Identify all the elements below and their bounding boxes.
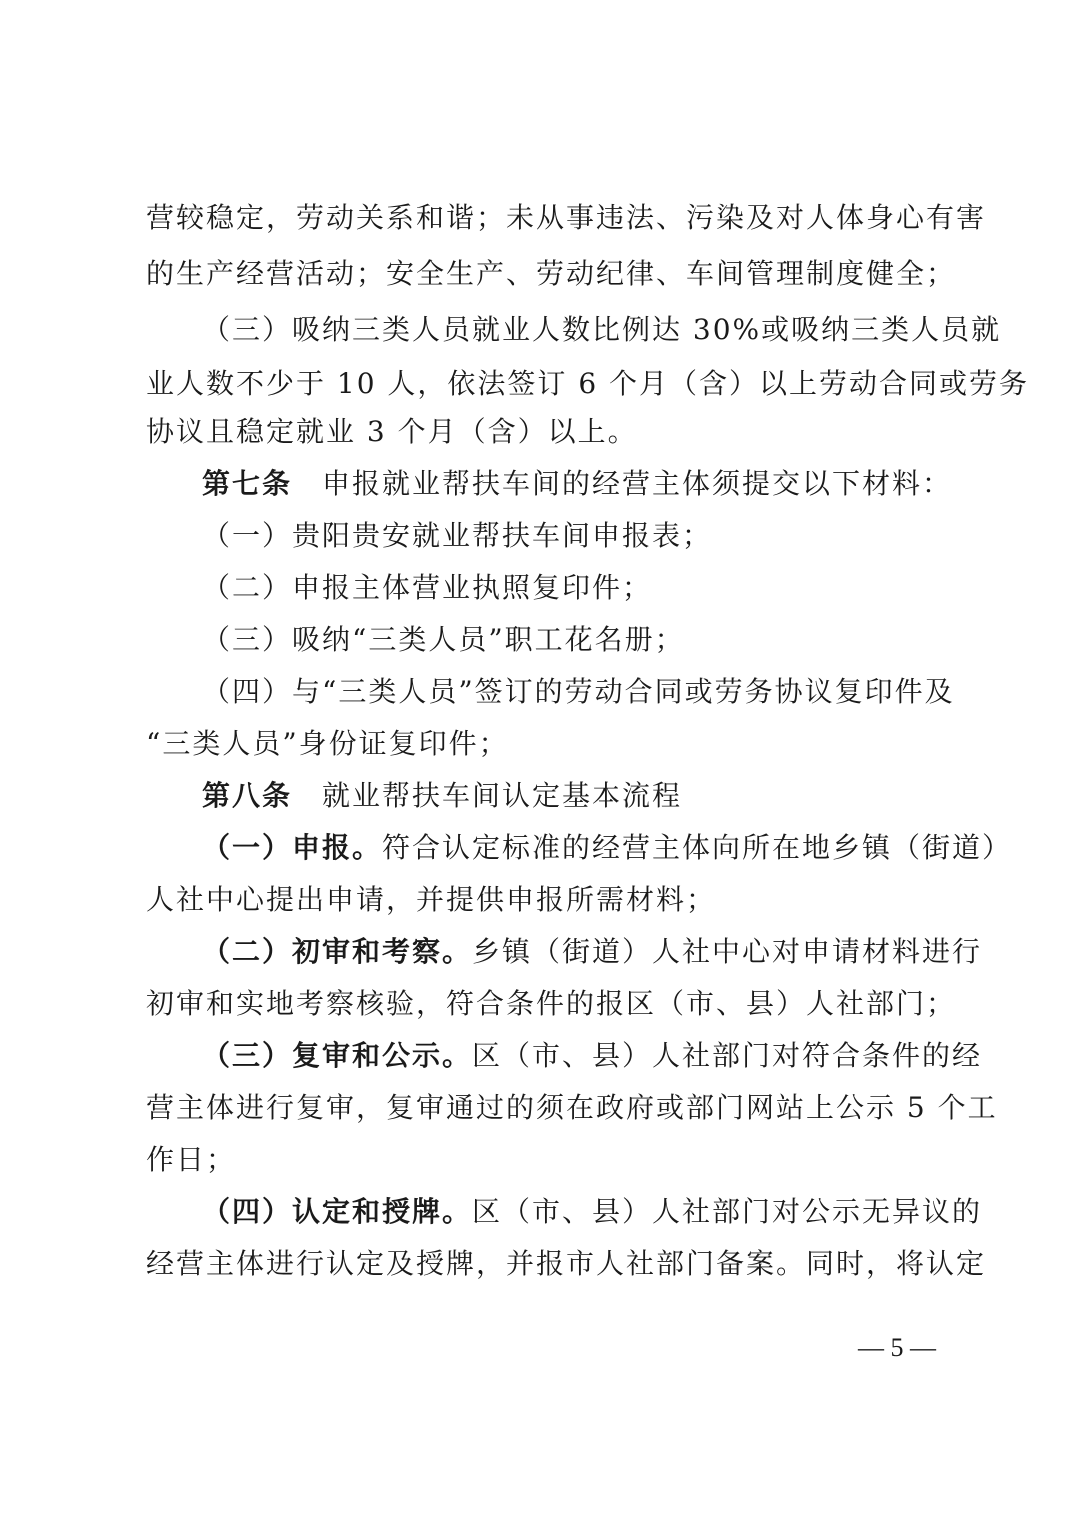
text-line xyxy=(146,364,1029,404)
line-text: 作日； xyxy=(146,1143,237,1176)
text-line xyxy=(202,672,955,712)
item-heading: （一）申报。 xyxy=(202,831,383,864)
line-text: （三）吸纳“三类人员”职工花名册； xyxy=(202,623,685,656)
text-line xyxy=(202,310,1001,350)
line-text: 区（市、县）人社部门对公示无异议的 xyxy=(472,1195,983,1228)
line-text: （四）与“三类人员”签订的劳动合同或劳务协议复印件及 xyxy=(202,675,955,708)
line-text: 业人数不少于 10 人，依法签订 6 个月（含）以上劳动合同或劳务 xyxy=(146,367,1030,400)
line-text: 就业帮扶车间认定基本流程 xyxy=(292,779,683,812)
text-line xyxy=(146,1088,998,1128)
text-line xyxy=(146,254,956,294)
line-text: “三类人员”身份证复印件； xyxy=(146,727,509,760)
text-line xyxy=(146,724,509,764)
text-line xyxy=(202,932,982,972)
page-number: — 5 — xyxy=(858,1333,936,1362)
text-line xyxy=(202,568,652,608)
text-line xyxy=(202,516,712,556)
text-line xyxy=(146,880,716,920)
line-text: （三）吸纳三类人员就业人数比例达 30%或吸纳三类人员就 xyxy=(202,313,1002,346)
item-heading: （二）初审和考察。 xyxy=(202,935,473,968)
line-text: 的生产经营活动；安全生产、劳动纪律、车间管理制度健全； xyxy=(146,257,957,290)
text-line xyxy=(146,1244,986,1284)
line-text: 申报就业帮扶车间的经营主体须提交以下材料： xyxy=(292,467,953,500)
article-number: 第七条 xyxy=(202,467,293,500)
text-line xyxy=(146,984,956,1024)
article-7-heading xyxy=(202,464,952,504)
text-line xyxy=(202,1192,982,1232)
line-text: 协议且稳定就业 3 个月（含）以上。 xyxy=(146,415,638,448)
article-number: 第八条 xyxy=(202,779,293,812)
text-line xyxy=(146,412,638,452)
text-line xyxy=(202,828,1012,868)
line-text: 人社中心提出申请，并提供申报所需材料； xyxy=(146,883,717,916)
text-line xyxy=(146,1140,236,1180)
line-text: 营主体进行复审，复审通过的须在政府或部门网站上公示 5 个工 xyxy=(146,1091,998,1124)
item-heading: （三）复审和公示。 xyxy=(202,1039,473,1072)
line-text: 符合认定标准的经营主体向所在地乡镇（街道） xyxy=(382,831,1013,864)
line-text: 营较稳定，劳动关系和谐；未从事违法、污染及对人体身心有害 xyxy=(146,201,987,234)
line-text: 经营主体进行认定及授牌，并报市人社部门备案。同时，将认定 xyxy=(146,1247,987,1280)
line-text: 区（市、县）人社部门对符合条件的经 xyxy=(472,1039,983,1072)
text-line xyxy=(202,1036,982,1076)
line-text: （一）贵阳贵安就业帮扶车间申报表； xyxy=(202,519,713,552)
line-text: 乡镇（街道）人社中心对申请材料进行 xyxy=(472,935,983,968)
article-8-heading xyxy=(202,776,682,816)
item-heading: （四）认定和授牌。 xyxy=(202,1195,473,1228)
text-line xyxy=(202,620,685,660)
text-line xyxy=(146,198,986,238)
line-text: （二）申报主体营业执照复印件； xyxy=(202,571,653,604)
line-text: 初审和实地考察核验，符合条件的报区（市、县）人社部门； xyxy=(146,987,957,1020)
